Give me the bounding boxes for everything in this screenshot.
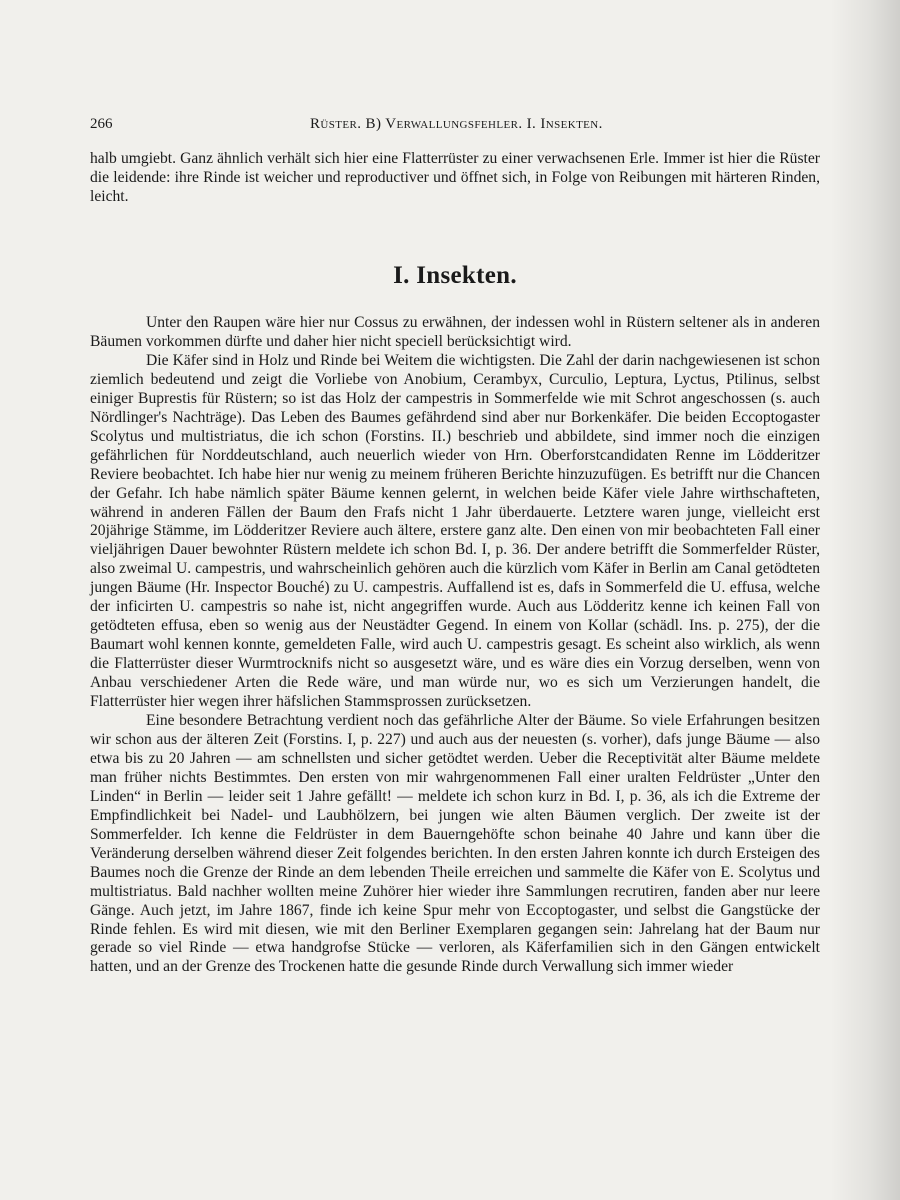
section-heading: I. Insekten. xyxy=(393,262,517,289)
intro-text xyxy=(90,150,820,207)
paragraph-alter: Eine besondere Betrachtung verdient noch das gefährliche Alter der Bäume. So viele Erfahrungen besitzen wir schon aus der älteren Zeit (Forstins. I, p. 227) und auch aus der neuesten (s. vorher), dafs junge Bäume — also etwa bis zu 20 Jahren — am schnellsten und sicher getödtet werden. Ueber die Receptivität alter Bäume meldete man früher nichts Bestimmtes. Den ersten von mir wahrgenommenen Fall einer uralten Feldrüster „Unter den Linden“ in Berlin — leider seit 1 Jahre gefällt! — meldete ich schon kurz in Bd. I, p. 36, als ich die Extreme der Empfindlichkeit bei Nadel- und Laubhölzern, bei jungen wie alten Bäumen verglich. Der zweite ist der Sommerfelder. Ich kenne die Feldrüster in dem Bauerngehöfte schon beinahe 40 Jahre und kann über die Veränderung derselben während dieser Zeit folgendes berichten. In den ersten Jahren konnte ich durch Ersteigen des Baumes noch die Grenze der Rinde an dem lebenden Theile erreichen und sammelte die Käfer von E. Scolytus und multistriatus. Bald nachher wollten meine Zuhörer hier wieder ihre Sammlungen recrutiren, fanden aber nur leere Gänge. Auch jetzt, im Jahre 1867, finde ich keine Spur mehr von Eccoptogaster, und selbst die Gangstücke der Rinde fehlen. Es wird mit diesen, wie mit den Berliner Exemplaren gegangen sein: Jahrelang hat der Baum nur gerade so viel Rinde — etwa handgrofse Stücke — verloren, als Käferfamilien sich in den Gängen entwickelt hatten, und an der Grenze des Trockenen hatte die gesunde Rinde durch Verwallung sich immer wieder xyxy=(90,712,820,976)
paragraph-kaefer: Die Käfer sind in Holz und Rinde bei Weitem die wichtigsten. Die Zahl der darin nachgewiesenen ist schon ziemlich bedeutend und zeigt die Vorliebe von Anobium, Cerambyx, Curculio, Leptura, Lyctus, Ptilinus, selbst einiger Buprestis für Rüstern; so ist das Holz der campestris in Sommerfelde wie mit Schrot angeschossen (s. auch Nördlinger's Nachträge). Das Leben des Baumes gefährdend sind aber nur Borkenkäfer. Die beiden Eccoptogaster Scolytus und multistriatus, die ich schon (Forstins. II.) beschrieb und abbildete, sind immer noch die einzigen gefährlichen für Norddeutschland, auch neuerlich wieder von Hrn. Oberforstcandidaten Renne im Lödderitzer Reviere beobachtet. Ich habe hier nur wenig zu meinem früheren Berichte hinzuzufügen. Es betrifft nur die Chancen der Gefahr. Ich habe nämlich später Bäume kennen gelernt, in welchen beide Käfer viele Jahre wirthschafteten, während in anderen Fällen der Baum den Frafs nicht 1 Jahr überdauerte. Letztere waren junge, vielleicht erst 20jährige Stämme, im Lödderitzer Reviere auch ältere, erstere ganz alte. Den einen von mir beobachteten Fall einer vieljährigen Dauer bewohnter Rüstern meldete ich schon Bd. I, p. 36. Der andere betrifft die Sommerfelder Rüster, also zweimal U. campestris, und wahrscheinlich gehören auch die kürzlich vom Käfer in Berlin am Canal getödteten jungen Bäume (Hr. Inspector Bouché) zu U. campestris. Auffallend ist es, dafs in Sommerfeld die U. effusa, welche der inficirten U. campestris so nahe ist, nicht angegriffen wurde. Auch aus Lödderitz kenne ich keinen Fall von getödteten effusa, eben so wenig aus der Neustädter Gegend. In einem von Kollar (schädl. Ins. p. 275), der die Baumart wohl kennen konnte, gemeldeten Falle, wird auch U. campestris gesagt. Es scheint also wirklich, als wenn die Flatterrüster dieser Wurmtrocknifs nicht so ausgesetzt wäre, und es wäre dies ein Vorzug derselben, wenn von Anbau verschiedener Arten die Rede wäre, und man würde nur, wo es sich um Verzierungen handelt, die Flatterrüster hier wegen ihrer häfslichen Stammsprossen zurücksetzen. xyxy=(90,351,820,711)
page-number: 266 xyxy=(90,116,113,132)
main-text xyxy=(90,314,820,977)
running-head xyxy=(90,116,820,138)
page-edge-shadow xyxy=(830,0,900,1200)
header-title: Rüster. B) Verwallungsfehler. I. Insekten. xyxy=(310,116,603,132)
intro-paragraph: halb umgiebt. Ganz ähnlich verhält sich hier eine Flatterrüster zu einer verwachsenen Erle. Immer ist hier die Rüster die leidende: ihre Rinde ist weicher und reproductiver und öffnet sich, in Folge von Reibungen mit härteren Rinden, leicht. xyxy=(90,150,820,205)
paragraph-raupen: Unter den Raupen wäre hier nur Cossus zu erwähnen, der indessen wohl in Rüstern seltener als in anderen Bäumen vorkommen dürfte und daher hier nicht speciell berücksichtigt wird. xyxy=(90,314,820,350)
